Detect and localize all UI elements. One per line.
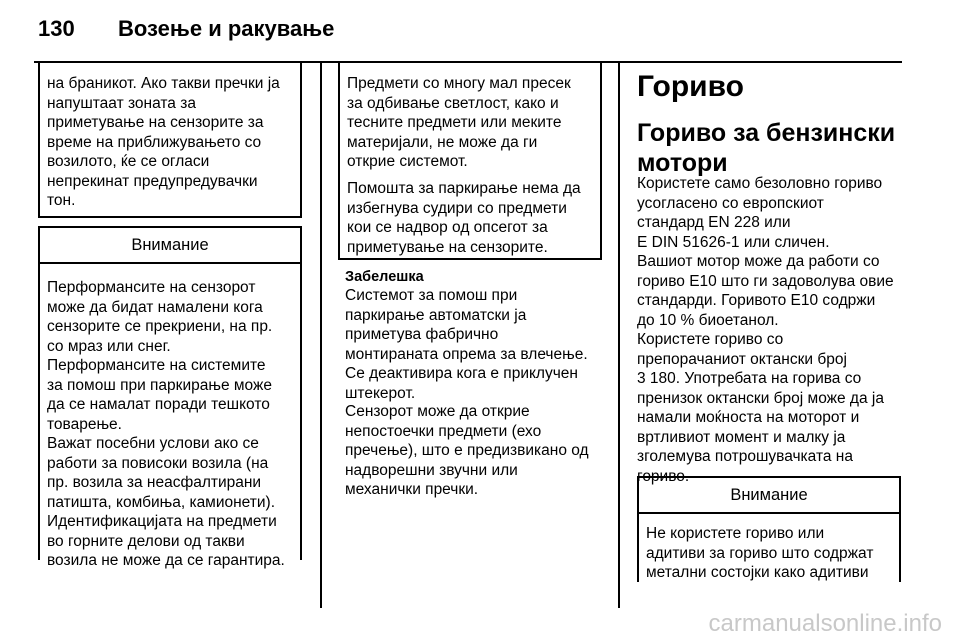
fuel-warning-box — [637, 476, 901, 582]
fuel-warning-title: Внимание — [639, 478, 899, 514]
fuel-warning-text: Не користете гориво или адитиви за гориво што содржат метални состојки како адитиви — [646, 525, 874, 581]
info-paragraph-2: Помошта за паркирање нема да избегнува судири со предмети кои се надвор од опсегот за приметување на сензорите. — [347, 180, 581, 256]
warning-paragraph-2: Перформансите на системите за помош при паркирање може да се намалат поради тешкото товарење. — [47, 357, 272, 433]
column-divider-left — [320, 62, 322, 608]
fuel-paragraph-3: Користете гориво со препорачаниот октански број 3 180. Употребата на горива со пренизок октански број може да ја намали моќноста на моторот и вртливиот момент и малку ја зголемува потрошувачката на гориво. — [637, 331, 884, 485]
warning-paragraph-3: Важат посебни услови ако се работи за повисоки возила (на пр. возила за неасфалтирани патишта, комбиња, камионети). Идентификацијата на предмети во горните делови од такви возила не може да се гарантира. — [47, 435, 285, 569]
column-divider-right — [618, 62, 620, 608]
section-heading: Гориво — [637, 70, 744, 103]
info-box — [338, 62, 602, 260]
warning-paragraph-1: Перформансите на сензорот може да бидат намалени кога сензорите се прекриени, на пр. со мраз или снег. — [47, 279, 273, 355]
page-title: Возење и ракување — [118, 16, 335, 41]
sensor-paragraph: Сензорот може да открие непостоечки предмети (ехо пречење), што е предизвикано од надворешни звучни или механички пречки. — [345, 403, 589, 498]
warning-title: Внимание — [40, 228, 300, 264]
page-header — [38, 16, 334, 42]
watermark: carmanualsonline.info — [708, 610, 942, 637]
warning-box — [38, 226, 302, 569]
note-text: Системот за помош при паркирање автоматски ја приметува фабрично монтираната опрема за влечење. Се деактивира кога е приклучен штекерот. — [345, 287, 588, 402]
subsection-heading: Гориво за бензински мотори — [637, 119, 896, 177]
continued-text-box — [38, 62, 302, 218]
fuel-paragraph-1: Користете само безоловно гориво усогласено со европскиот стандард EN 228 или E DIN 51626-1 или сличен. — [637, 175, 883, 251]
page-number: 130 — [38, 16, 75, 41]
info-paragraph-1: Предмети со многу мал пресек за одбивање светлост, како и тесните предмети или меките материјали, не може да ги открие системот. — [347, 75, 571, 170]
fuel-paragraph-2: Вашиот мотор може да работи со гориво Е10 што ги задоволува овие стандарди. Горивото Е10 содржи до 10 % биоетанол. — [637, 253, 894, 329]
note-title: Забелешка — [345, 269, 424, 285]
continued-text: на браникот. Ако такви пречки ја напуштаат зоната за приметување на сензорите за време на приближувањето со возилото, ќе се огласи непрекинат предупредувачки тон. — [47, 75, 280, 209]
